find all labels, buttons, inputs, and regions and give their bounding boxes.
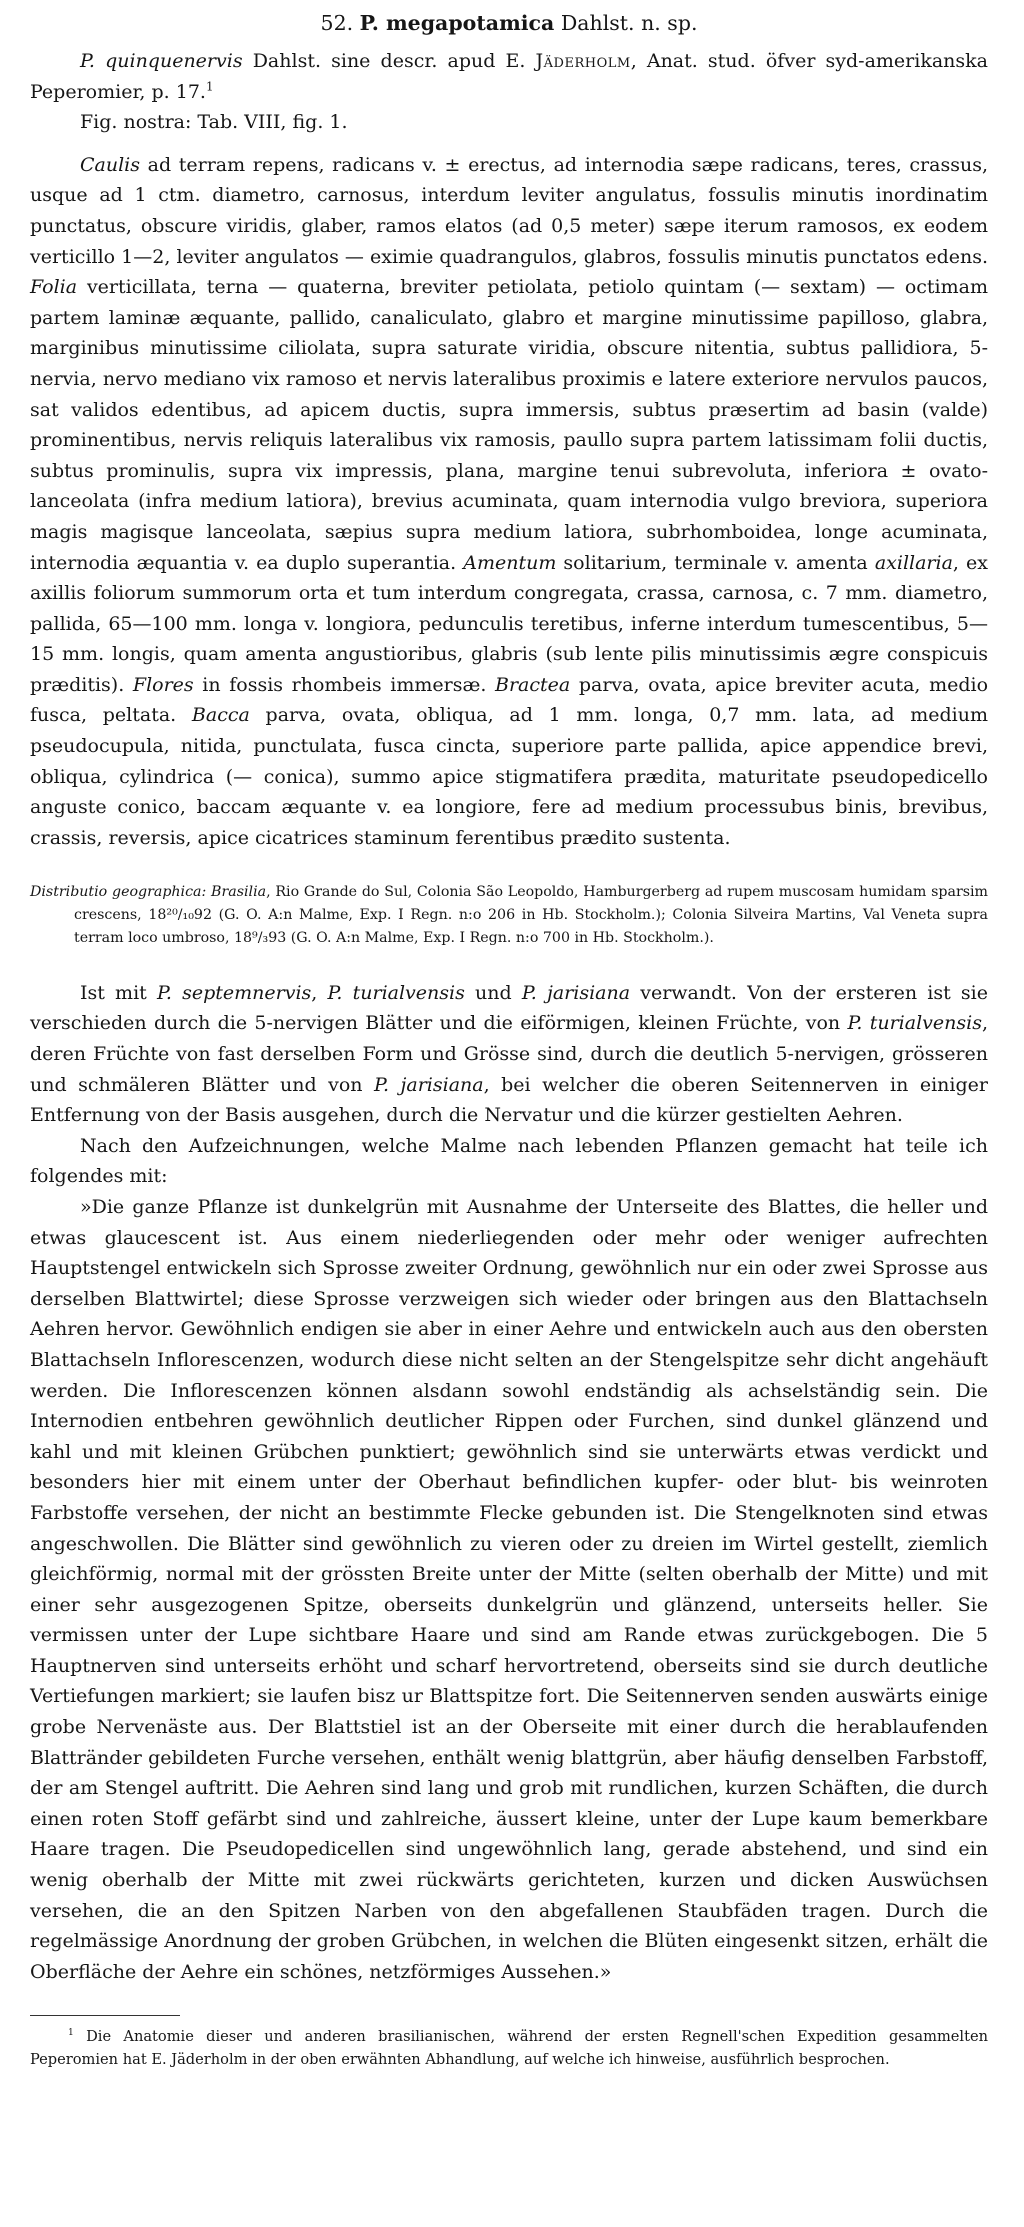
comparison-paragraph: [30, 978, 988, 1131]
axillaria-term: axillaria: [874, 551, 953, 574]
comparison-text: ,: [311, 981, 328, 1004]
synonym-person: Jäderholm: [535, 50, 631, 72]
synonym-text-b: , Anat. stud. öfver syd-amerikanska Peperomier, p. 17.: [30, 50, 988, 103]
species-ref-turialvensis: P. turialvensis: [327, 981, 465, 1004]
species-heading: [30, 8, 988, 38]
distribution-text: [30, 881, 988, 949]
malme-quote: »Die ganze Pflanze ist dunkelgrün mit Ausnahme der Unterseite des Blattes, die heller und etwas glaucescent ist. Aus einem niederliegenden oder mehr oder weniger aufrechten Hauptstengel entwickeln sich Sprosse zweiter Ordnung, gewöhnlich nur ein oder zwei Sprosse aus derselben Blattwirtel; diese Sprosse verzweigen sich wieder oder bringen aus den Blattachseln Aehren hervor. Gewöhnlich endigen sie aber in einer Aehre und entwickeln auch aus den obersten Blattachseln Inflorescenzen, wodurch diese nicht selten an der Stengelspitze sehr dicht angehäuft werden. Die Inflorescenzen können alsdann sowohl endständig als achselständig sein. Die Internodien entbehren gewöhnlich deutlicher Rippen oder Furchen, sind dunkel glänzend und kahl und mit kleinen Grübchen punktiert; gewöhnlich sind sie unterwärts etwas verdickt und besonders hier mit einem unter der Oberhaut befindlichen kupfer- oder blut- bis weinroten Farbstoffe versehen, der nicht an bestimmte Flecke gebunden ist. Die Stengelknoten sind etwas angeschwollen. Die Blätter sind gewöhnlich zu vieren oder zu dreien im Wirtel gestellt, ziemlich gleichförmig, normal mit der grössten Breite unter der Mitte (selten oberhalb der Mitte) und mit einer sehr ausgezogenen Spitze, oberseits dunkelgrün und glänzend, unterseits heller. Sie vermissen unter der Lupe sichtbare Haare und sind am Rande etwas zurückgebogen. Die 5 Hauptnerven sind unterseits erhöht und scharf hervortretend, oberseits sind sie durch deutliche Vertiefungen markiert; sie laufen bisz ur Blattspitze fort. Die Seitennerven senden auswärts einige grobe Nervenäste aus. Der Blattstiel ist an der Oberseite mit einer durch die herablaufenden Blattränder gebildeten Furche versehen, enthält wenig blattgrün, aber häufig denselben Farbstoff, der am Stengel auftritt. Die Aehren sind lang und grob mit rundlichen, kurzen Schäften, die durch einen roten Stoff gefärbt sind und zahlreiche, äussert kleine, unter der Lupe kaum bemerkbare Haare tragen. Die Pseudopedicellen sind ungewöhnlich lang, gerade abstehend, und sind ein wenig oberhalb der Mitte mit zwei rückwärts gerichteten, kurzen und dicken Auswüchsen versehen, die an den Spitzen Narben von den abgefallenen Staubfäden tragen. Durch die regelmässige Anordnung der groben Grübchen, in welchen die Blüten eingesenkt sitzen, erhält die Oberfläche der Aehre ein schönes, netzförmiges Aussehen.»: [30, 1195, 988, 1983]
intro-note: Nach den Aufzeichnungen, welche Malme nach lebenden Pflanzen gemacht hat teile ich folgendes mit:: [30, 1134, 988, 1188]
comparison-text: , bei welcher die oberen Seitennerven in einiger Entfernung von der Basis ausgehen, durch die Nervatur und die kürzer gestielten Aehren.: [30, 1073, 988, 1127]
bacca-text: parva, ovata, obliqua, ad 1 mm. longa, 0,7 mm. lata, ad medium pseudocupula, nitida, punctulata, fusca cincta, superiore parte pallida, apice appendice brevi, obliqua, cylindrica (— conica), summo apice stigmatifera prædita, maturitate pseudopedicello anguste conico, baccam æquante v. ea longiore, fere ad medium processubus binis, brevibus, crassis, reversis, apice cicatrices staminum ferentibus prædito sustenta.: [30, 704, 989, 849]
species-number: 52.: [320, 11, 354, 35]
distribution-country: Brasilia: [211, 884, 267, 901]
figure-reference: Fig. nostra: Tab. VIII, fig. 1.: [80, 111, 348, 134]
species-ref-jarisiana: P. jarisiana: [374, 1073, 484, 1096]
species-name: P. megapotamica: [359, 11, 555, 35]
distribution-label: Distributio geographica:: [30, 884, 207, 901]
flores-label: Flores: [132, 673, 194, 696]
footnote-mark: 1: [68, 2028, 74, 2039]
distribution-details: , Rio Grande do Sul, Colonia São Leopoldo, Hamburgerberg ad rupem muscosam humidam sparsim crescens, 18²⁰/₁₀92 (G. O. A:n Malme, Exp. I Regn. n:o 206 in Hb. Stockholm.); Colonia Silveira Martins, Val Veneta supra terram loco umbroso, 18⁹/₃93 (G. O. A:n Malme, Exp. I Regn. n:o 700 in Hb. Stockholm.).: [74, 884, 988, 947]
species-ref-septemnervis: P. septemnervis: [156, 981, 312, 1004]
amentum-text-b: , ex axillis foliorum summorum orta et tum interdum congregata, crassa, carnosa, c. 7 mm. diametro, pallida, 65—100 mm. longa v. longiora, pedunculis teretibus, inferne interdum tumescentibus, 5—15 mm. longis, quam amenta angustioribus, glabris (sub lente pilis minutissimis ægre conspicuis præditis).: [30, 551, 989, 696]
amentum-label: Amentum: [463, 551, 557, 574]
caulis-label: Caulis: [80, 153, 141, 176]
amentum-text-a: solitarium, terminale v. amenta: [556, 551, 875, 574]
comparison-text: Ist mit: [80, 981, 157, 1004]
latin-description: [30, 150, 988, 854]
caulis-text: ad terram repens, radicans v. ± erectus, ad internodia sæpe radicans, teres, crassus, usque ad 1 ctm. diametro, carnosus, interdum leviter angulatus, fossulis minutis inordinatim punctatus, obscure viridis, glaber, ramos elatos (ad 0,5 meter) sæpe iterum ramosos, ex eodem verticillo 1—2, leviter angulatos — eximie quadrangulos, glabros, fossulis minutis punctatos edens.: [30, 153, 988, 268]
comparison-text: , deren Früchte von fast derselben Form und Grösse sind, durch die deutlich 5-nervigen, grösseren und schmäleren Blätter und von: [30, 1012, 988, 1096]
species-ref-turialvensis: P. turialvensis: [847, 1012, 982, 1035]
bacca-label: Bacca: [191, 704, 250, 727]
comparison-text: und: [464, 981, 522, 1004]
footnote-reference: 1: [205, 79, 214, 94]
folia-label: Folia: [30, 276, 78, 299]
distribution-block: [30, 881, 988, 949]
flores-text: in fossis rhombeis immersæ.: [193, 673, 495, 696]
synonym-paragraph: [30, 46, 988, 107]
footnote-text: Die Anatomie dieser und anderen brasilianischen, während der ersten Regnell'schen Expedition gesammelten Peperomien hat E. Jäderholm in der oben erwähnten Abhandlung, auf welche ich hinweise, ausführlich besprochen.: [30, 2028, 988, 2068]
footnote: [30, 2026, 988, 2071]
species-ref-jarisiana: P. jarisiana: [521, 981, 631, 1004]
synonym-text-a: Dahlst. sine descr. apud E.: [242, 50, 536, 72]
bractea-label: Bractea: [495, 673, 571, 696]
bractea-text: parva, ovata, apice breviter acuta, medio fusca, peltata.: [30, 673, 989, 727]
synonym-name: P. quinquenervis: [80, 50, 243, 72]
folia-text: verticillata, terna — quaterna, breviter petiolata, petiolo quintam (— sextam) — octimam partem laminæ æquante, pallido, canaliculato, glabro et margine minutissime papilloso, glabra, marginibus minutissime ciliolata, supra saturate viridia, obscure nitentia, subtus pallidiora, 5-nervia, nervo mediano vix ramoso et nervis lateralibus proximis e latere exteriore nervulos paucos, sat validos edentibus, ad apicem ductis, supra immersis, subtus præsertim ad basin (valde) prominentibus, nervis reliquis lateralibus vix ramosis, paullo supra partem latissimam folii ductis, subtus prominulis, supra vix impressis, plana, margine tenui subrevoluta, inferiora ± ovato-lanceolata (infra medium latiora), brevius acuminata, quam internodia vulgo breviora, superiora magis magisque lanceolata, sæpius supra medium latiora, subrhomboidea, longe acuminata, internodia æquantia v. ea duplo superantia.: [30, 276, 988, 574]
species-author: Dahlst. n. sp.: [560, 11, 698, 35]
footnote-divider: [30, 2015, 180, 2016]
comparison-text: verwandt. Von der ersteren ist sie verschieden durch die 5-nervigen Blätter und die eiförmigen, kleinen Früchte, von: [30, 981, 988, 1035]
